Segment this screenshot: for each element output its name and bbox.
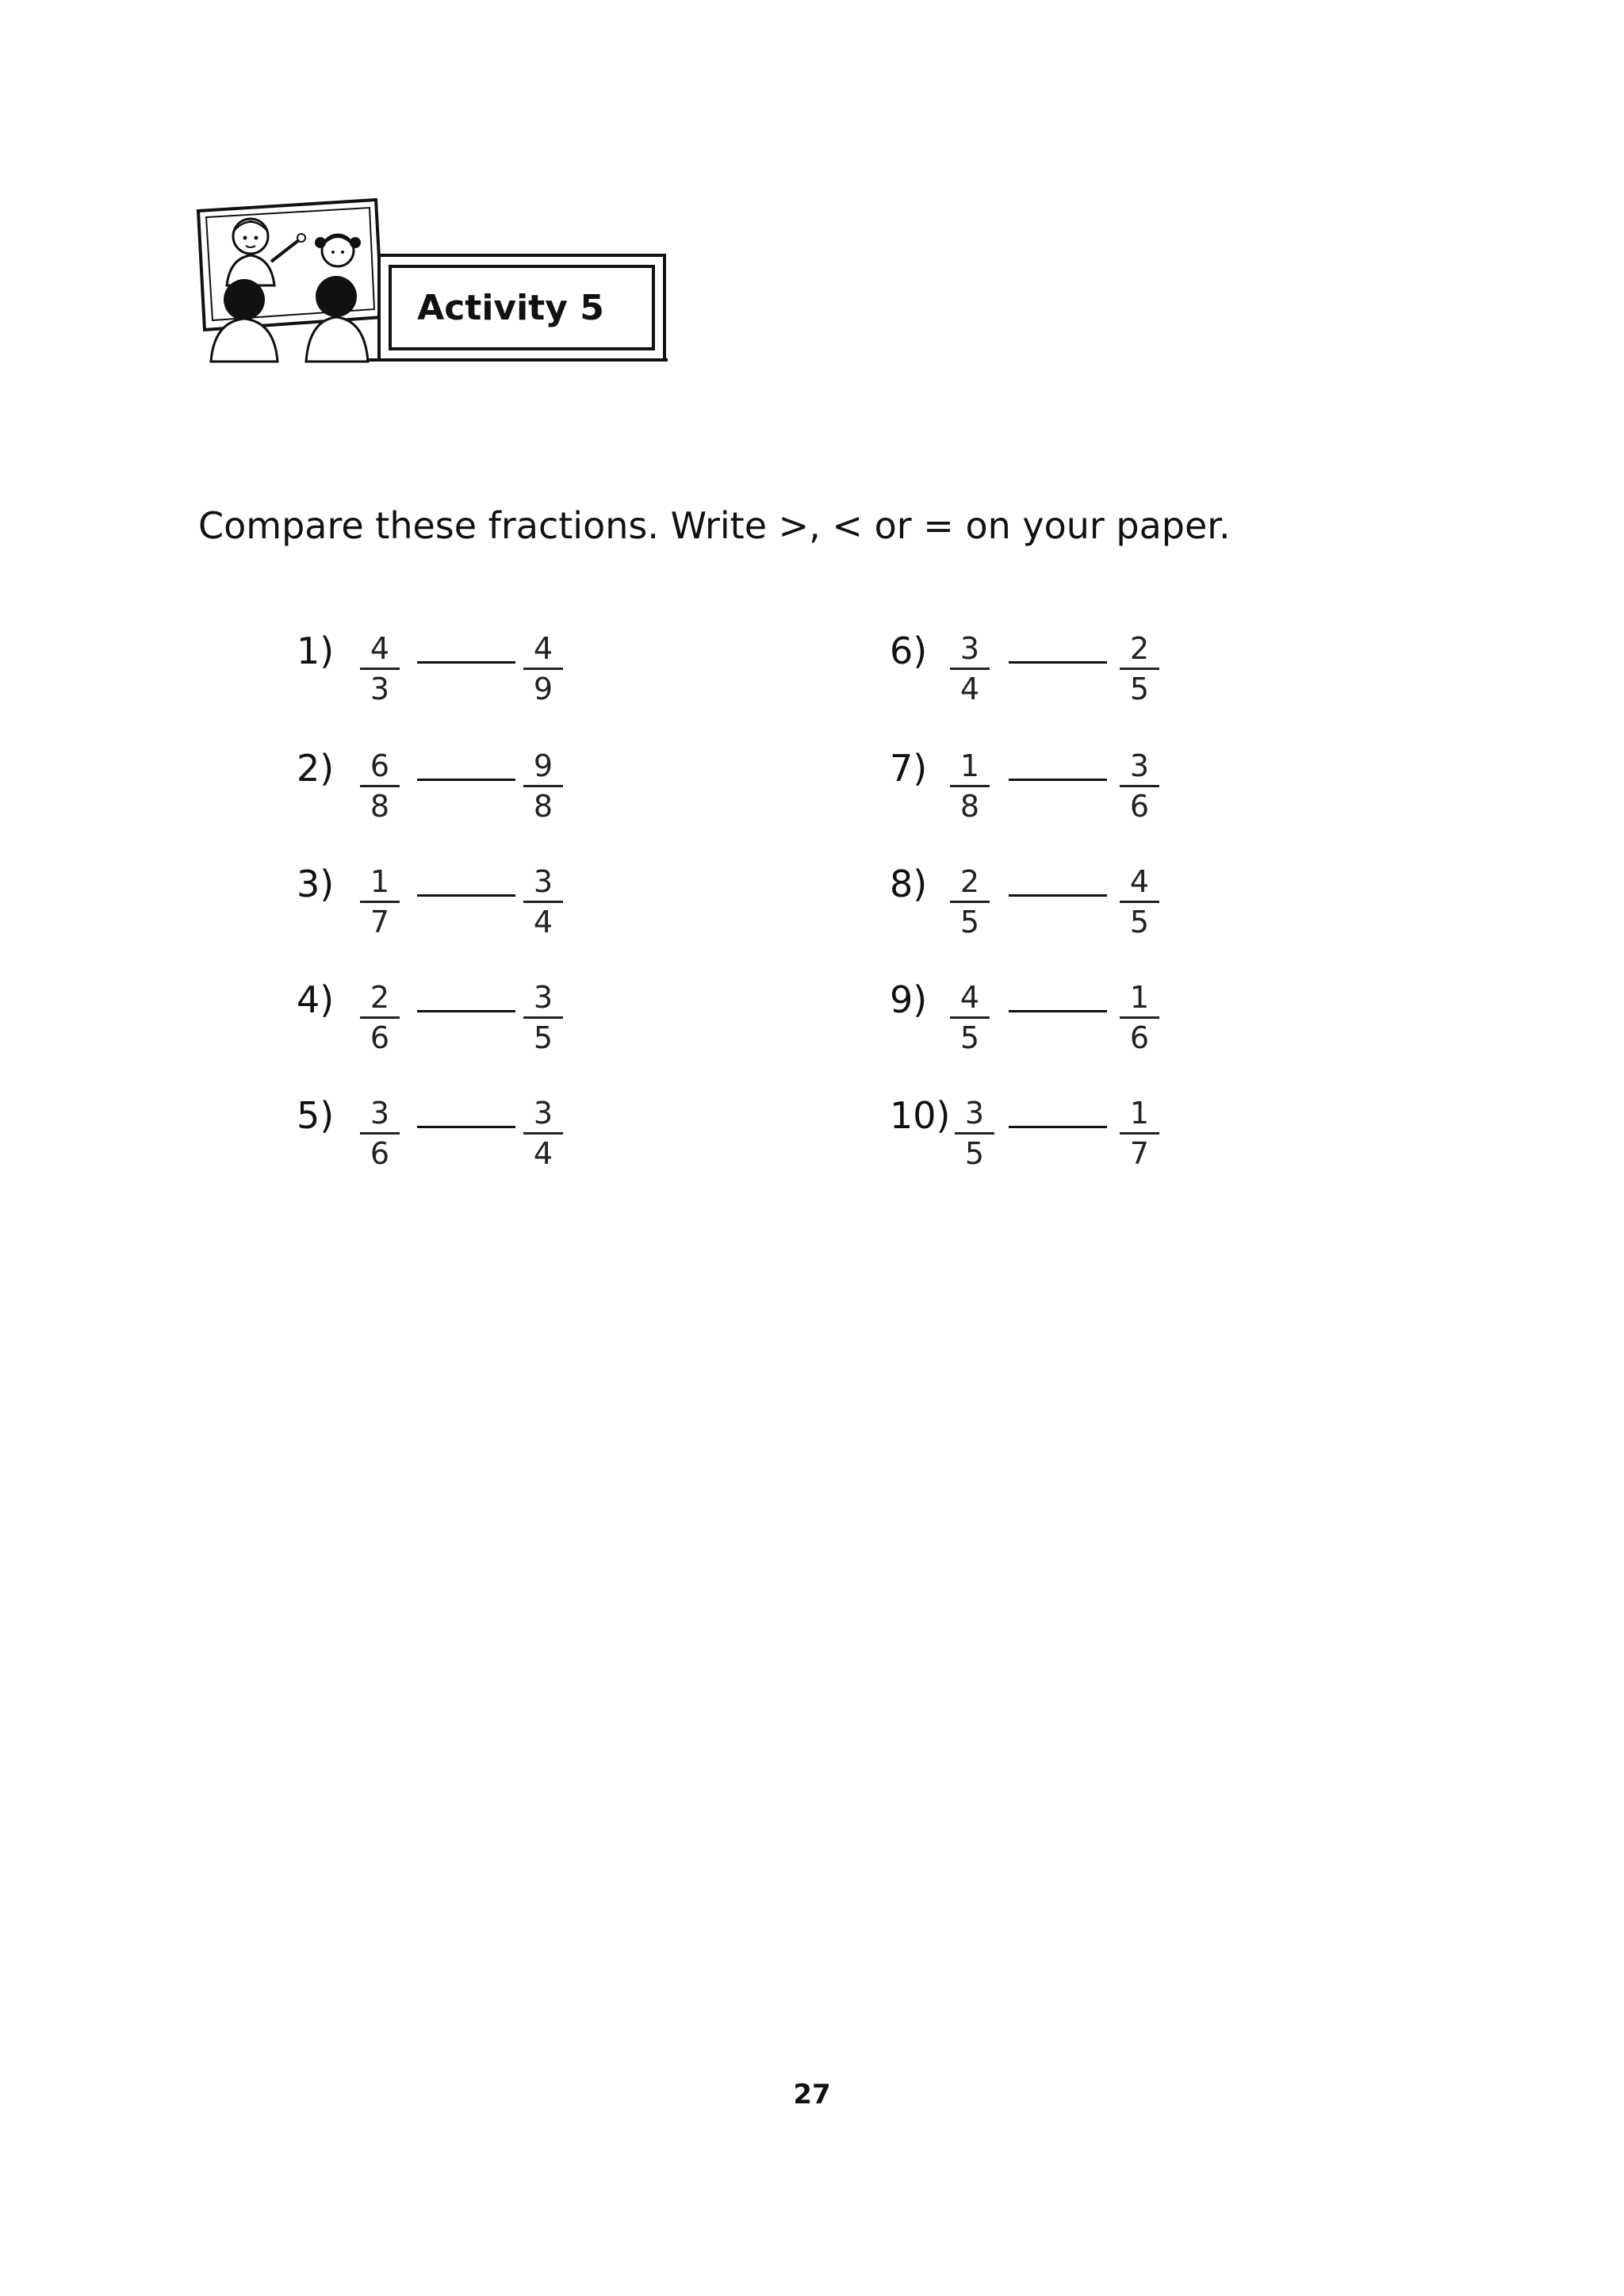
fraction-b [523,864,563,939]
numerator: 6 [360,748,400,787]
activity-title-box [377,254,666,362]
numerator: 3 [1120,748,1159,787]
fraction-b [1120,1096,1159,1171]
numerator: 3 [955,1096,994,1135]
numerator: 2 [950,864,990,903]
numerator: 1 [950,748,990,787]
denominator: 6 [370,1020,390,1055]
answer-blank[interactable] [1009,1010,1107,1012]
answer-blank[interactable] [1009,894,1107,897]
denominator: 5 [959,1020,980,1055]
problem-number: 5) [297,1094,335,1137]
numerator: 3 [523,1096,563,1135]
numerator: 3 [523,864,563,903]
problem-item [890,1096,1365,1191]
denominator: 6 [1129,1020,1150,1055]
denominator: 3 [370,672,390,706]
denominator: 6 [370,1136,390,1171]
fraction-a [950,980,990,1055]
problem-item [890,980,1365,1075]
fraction-b [1120,748,1159,824]
fraction-b [1120,864,1159,939]
numerator: 4 [523,631,563,670]
numerator: 4 [950,980,990,1019]
fraction-b [523,748,563,824]
problem-number: 6) [890,629,928,672]
numerator: 1 [360,864,400,903]
numerator: 2 [1120,631,1159,670]
children-at-board-illustration [195,198,393,365]
answer-blank[interactable] [417,779,515,781]
denominator: 5 [1129,905,1150,939]
answer-blank[interactable] [1009,779,1107,781]
problem-number: 7) [890,747,928,790]
answer-blank[interactable] [417,661,515,664]
denominator: 4 [959,672,980,706]
fraction-b [523,980,563,1055]
denominator: 4 [533,1136,553,1171]
problem-number: 2) [297,747,335,790]
fraction-a [360,631,400,706]
problem-number: 8) [890,863,928,905]
denominator: 4 [533,905,553,939]
problem-item [297,631,772,726]
denominator: 5 [533,1020,553,1055]
fraction-b [523,631,563,706]
fraction-a [360,980,400,1055]
numerator: 4 [360,631,400,670]
denominator: 8 [370,789,390,824]
fraction-a [955,1096,994,1171]
problem-number: 1) [297,629,335,672]
answer-blank[interactable] [1009,661,1107,664]
fraction-a [360,748,400,824]
problem-number: 3) [297,863,335,905]
fraction-b [1120,631,1159,706]
numerator: 3 [523,980,563,1019]
fraction-a [950,631,990,706]
fraction-a [950,864,990,939]
page-number: 27 [793,2079,831,2110]
problem-item [297,748,772,844]
problem-item [297,864,772,959]
problem-number: 4) [297,978,335,1021]
denominator: 8 [533,789,553,824]
fraction-a [360,864,400,939]
problem-number: 10) [890,1094,951,1137]
denominator: 7 [370,905,390,939]
answer-blank[interactable] [1009,1126,1107,1128]
fraction-a [950,748,990,824]
fraction-a [360,1096,400,1171]
numerator: 3 [360,1096,400,1135]
numerator: 3 [950,631,990,670]
numerator: 2 [360,980,400,1019]
numerator: 1 [1120,980,1159,1019]
fraction-b [523,1096,563,1171]
problem-item [297,1096,772,1191]
numerator: 1 [1120,1096,1159,1135]
denominator: 7 [1129,1136,1150,1171]
activity-title: Activity 5 [417,287,604,328]
denominator: 5 [1129,672,1150,706]
numerator: 4 [1120,864,1159,903]
denominator: 5 [959,905,980,939]
numerator: 9 [523,748,563,787]
denominator: 6 [1129,789,1150,824]
answer-blank[interactable] [417,1010,515,1012]
denominator: 8 [959,789,980,824]
denominator: 9 [533,672,553,706]
problem-item [890,748,1365,844]
denominator: 5 [964,1136,985,1171]
answer-blank[interactable] [417,894,515,897]
problem-item [297,980,772,1075]
answer-blank[interactable] [417,1126,515,1128]
problem-item [890,864,1365,959]
problem-item [890,631,1365,726]
problem-number: 9) [890,978,928,1021]
activity-box-underline [366,358,668,362]
instruction-text: Compare these fractions. Write >, < or = on your paper. [198,504,1231,547]
fraction-b [1120,980,1159,1055]
